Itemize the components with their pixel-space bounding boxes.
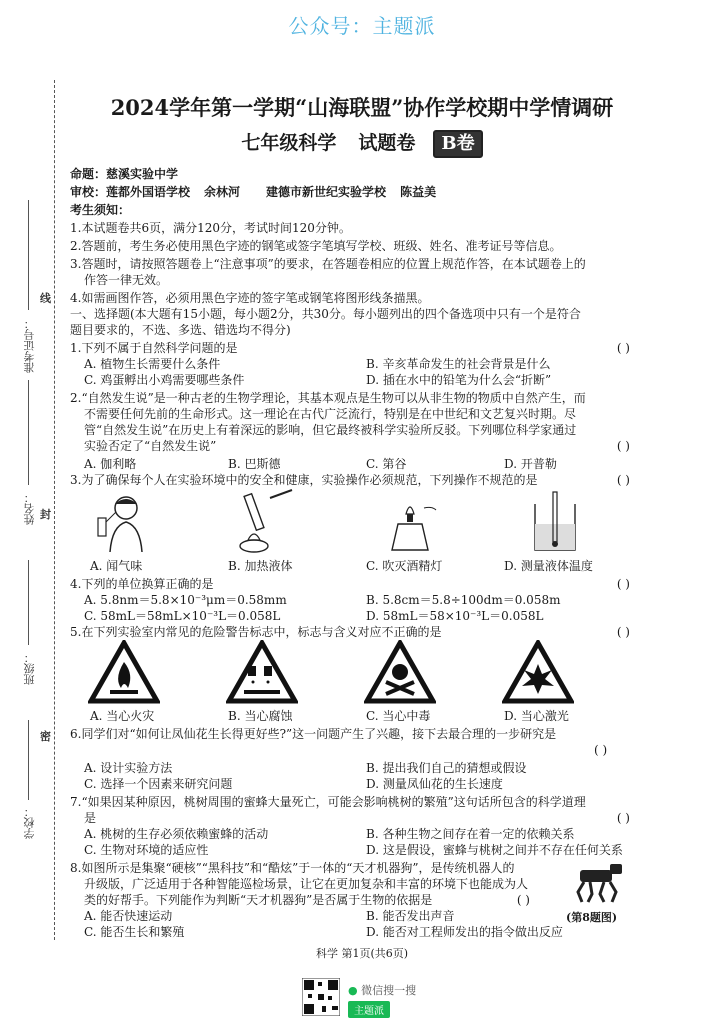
q3-stem: 3.为了确保每个人在实验环境中的安全和健康，实验操作必须规范，下列操作不规范的是 ( )	[70, 473, 630, 487]
q3-answer-paren: ( )	[616, 473, 630, 487]
q8-figure-caption: (第8题图)	[566, 911, 618, 924]
q1-option-b: B. 辛亥革命发生的社会背景是什么	[366, 357, 551, 371]
margin-school-label: 学校：	[23, 806, 36, 839]
q2-answer-paren: ( )	[616, 439, 630, 453]
q5-sign-a-fire-icon	[88, 640, 160, 704]
q8-option-a: A. 能否快速运动	[84, 909, 173, 923]
margin-class-label: 班级：	[23, 652, 36, 685]
exam-subtitle	[0, 128, 724, 158]
q5-option-d: D. 当心激光	[504, 709, 569, 723]
q3-option-a: A. 闻气味	[90, 559, 143, 573]
q5-option-a: A. 当心火灾	[90, 709, 155, 723]
q4-option-b: B. 5.8cm＝5.8÷100dm＝0.058m	[366, 593, 561, 607]
notice-item-2: 2.答题前，考生务必使用黑色字迹的钢笔或签字笔填写学校、班级、姓名、准考证号等信息。	[70, 239, 562, 253]
section1-line1: 一、选择题(本大题有15小题，每小题2分，共30分。每小题列出的四个备选项中只有一个是符合	[70, 307, 581, 321]
q5-answer-paren: ( )	[616, 625, 630, 639]
q6-option-d: D. 测量凤仙花的生长速度	[366, 777, 503, 791]
q8-answer-paren: ( )	[516, 893, 530, 907]
q1-option-a: A. 植物生长需要什么条件	[84, 357, 221, 371]
notice-item-3: 3.答题时，请按照答题卷上“注意事项”的要求，在答题卷相应的位置上规范作答，在本试题卷上的	[70, 257, 586, 271]
version-badge: B卷	[433, 130, 482, 158]
seal-xian: 线	[40, 292, 51, 305]
exam-title: 2024学年第一学期“山海联盟”协作学校期中学情调研	[110, 95, 614, 120]
q1-option-c: C. 鸡蛋孵出小鸡需要哪些条件	[84, 373, 245, 387]
notice-item-4: 4.如需画图作答，必须用黑色字迹的签字笔或钢笔将图形线条描黑。	[70, 291, 430, 305]
watermark-banner: 公众号：主题派	[288, 14, 436, 38]
section1-line2: 题目要求的，不选、多选、错选均不得分)	[70, 323, 291, 337]
q2-option-d: D. 开普勒	[504, 457, 557, 471]
margin-name-label: 姓名：	[23, 492, 36, 525]
q5-sign-b-corrosion-icon	[226, 640, 298, 704]
q4-option-a: A. 5.8nm＝5.8×10⁻³μm＝0.58mm	[84, 593, 287, 607]
q2-line-2: 不需要任何先前的生命形式。这一理论在古代广泛流行，特别是在中世纪和文艺复兴时期。尽	[84, 407, 577, 421]
q3-option-b: B. 加热液体	[228, 559, 293, 573]
q2-option-a: A. 伽利略	[84, 457, 137, 471]
q7-option-b: B. 各种生物之间存在着一定的依赖关系	[366, 827, 575, 841]
q4-option-c: C. 58mL＝58mL×10⁻³L＝0.058L	[84, 609, 281, 623]
q7-option-d: D. 这是假设，蜜蜂与桃树之间并不存在任何关系	[366, 843, 623, 857]
q7-line-2: 是 ( )	[84, 811, 630, 825]
q7-option-a: A. 桃树的生存必须依赖蜜蜂的活动	[84, 827, 269, 841]
margin-name-line	[28, 380, 29, 485]
seal-mi: 密	[40, 730, 51, 743]
q5-sign-c-poison-icon	[364, 640, 436, 704]
wechat-icon: ●	[348, 984, 358, 997]
q3-option-d: D. 测量液体温度	[504, 559, 593, 573]
wechat-search[interactable]	[348, 982, 416, 998]
q2-line-4: 实验否定了“自然发生说” ( )	[84, 439, 630, 453]
wechat-search-label: 微信搜一搜	[361, 984, 417, 997]
q3-figure-a-smelling	[90, 492, 160, 554]
credits-author: 命题：慈溪实验中学	[70, 167, 179, 181]
q5-stem: 5.在下列实验室内常见的危险警告标志中，标志与含义对应不正确的是 ( )	[70, 625, 630, 639]
credits-reviewers: 审校：莲都外国语学校 余林河 建德市新世纪实验学校 陈益美	[70, 185, 437, 199]
q2-line-1: 2.“自然发生说”是一种古老的生物学理论，其基本观点是生物可以从非生物的物质中自然产生，而	[70, 391, 586, 405]
q2-option-b: B. 巴斯德	[228, 457, 281, 471]
seal-feng: 封	[40, 508, 51, 521]
q4-option-d: D. 58mL＝58×10⁻³L＝0.058L	[366, 609, 544, 623]
notice-heading: 考生须知：	[70, 203, 131, 217]
q2-line-3: 管“自然发生说”在历史上有着深远的影响，但它最终被科学实验所反驳。下列哪位科学家通过	[84, 423, 577, 437]
binding-line	[54, 80, 55, 940]
q8-line-1: 8.如图所示是集聚“硬核”“黑科技”和“酷炫”于一体的“天才机器狗”，是传统机器人的	[70, 861, 515, 875]
page-footer: 科学 第1页(共6页)	[315, 947, 409, 960]
q8-option-b: B. 能否发出声音	[366, 909, 455, 923]
q5-sign-d-explosion-icon	[502, 640, 574, 704]
q4-stem: 4.下列的单位换算正确的是 ( )	[70, 577, 630, 591]
notice-item-1: 1.本试题卷共6页，满分120分，考试时间120分钟。	[70, 221, 351, 235]
q3-figure-c-blowing-lamp	[380, 494, 440, 554]
q6-option-a: A. 设计实验方法	[84, 761, 173, 775]
q6-option-c: C. 选择一个因素来研究问题	[84, 777, 233, 791]
margin-school-line	[28, 720, 29, 800]
subject-label: 七年级科学	[241, 132, 337, 154]
q8-line-3: 类的好帮手。下列能作为判断“天才机器狗”是否属于生物的依据是 ( )	[84, 893, 530, 907]
q3-figure-d-measure-temp	[525, 490, 585, 554]
margin-exam-no-label: 准考证号：	[23, 318, 36, 373]
q2-option-c: C. 第谷	[366, 457, 407, 471]
notice-item-3-cont: 作答一律无效。	[84, 273, 169, 287]
wechat-search-button[interactable]: 主题派	[348, 1001, 390, 1018]
qr-code-icon[interactable]	[302, 978, 340, 1016]
q1-answer-paren: ( )	[616, 341, 630, 355]
q8-option-d: D. 能否对工程师发出的指令做出反应	[366, 925, 563, 939]
margin-exam-no-line	[28, 200, 29, 310]
q5-option-b: B. 当心腐蚀	[228, 709, 293, 723]
q6-stem: 6.同学们对“如何让凤仙花生长得更好些?”这一问题产生了兴趣，接下去最合理的一步研究是	[70, 727, 557, 741]
margin-class-line	[28, 560, 29, 645]
q1-option-d: D. 插在水中的铅笔为什么会“折断”	[366, 373, 552, 387]
q7-option-c: C. 生物对环境的适应性	[84, 843, 209, 857]
q8-figure-robot-dog	[566, 856, 628, 906]
q7-answer-paren: ( )	[616, 811, 630, 825]
q8-option-c: C. 能否生长和繁殖	[84, 925, 185, 939]
q6-option-b: B. 提出我们自己的猜想或假设	[366, 761, 527, 775]
q6-answer-paren: ( )	[594, 743, 608, 757]
q3-figure-b-heating	[230, 488, 300, 554]
q5-option-c: C. 当心中毒	[366, 709, 431, 723]
q1-stem: 1.下列不属于自然科学问题的是 ( )	[70, 341, 630, 355]
paper-label: 试题卷	[358, 132, 416, 154]
q4-answer-paren: ( )	[616, 577, 630, 591]
q8-line-2: 升级版，广泛适用于各种智能巡检场景，让它在更加复杂和丰富的环境下也能成为人	[84, 877, 529, 891]
q7-line-1: 7.“如果因某种原因，桃树周围的蜜蜂大量死亡，可能会影响桃树的繁殖”这句话所包含的科学道理	[70, 795, 586, 809]
q3-option-c: C. 吹灭酒精灯	[366, 559, 443, 573]
